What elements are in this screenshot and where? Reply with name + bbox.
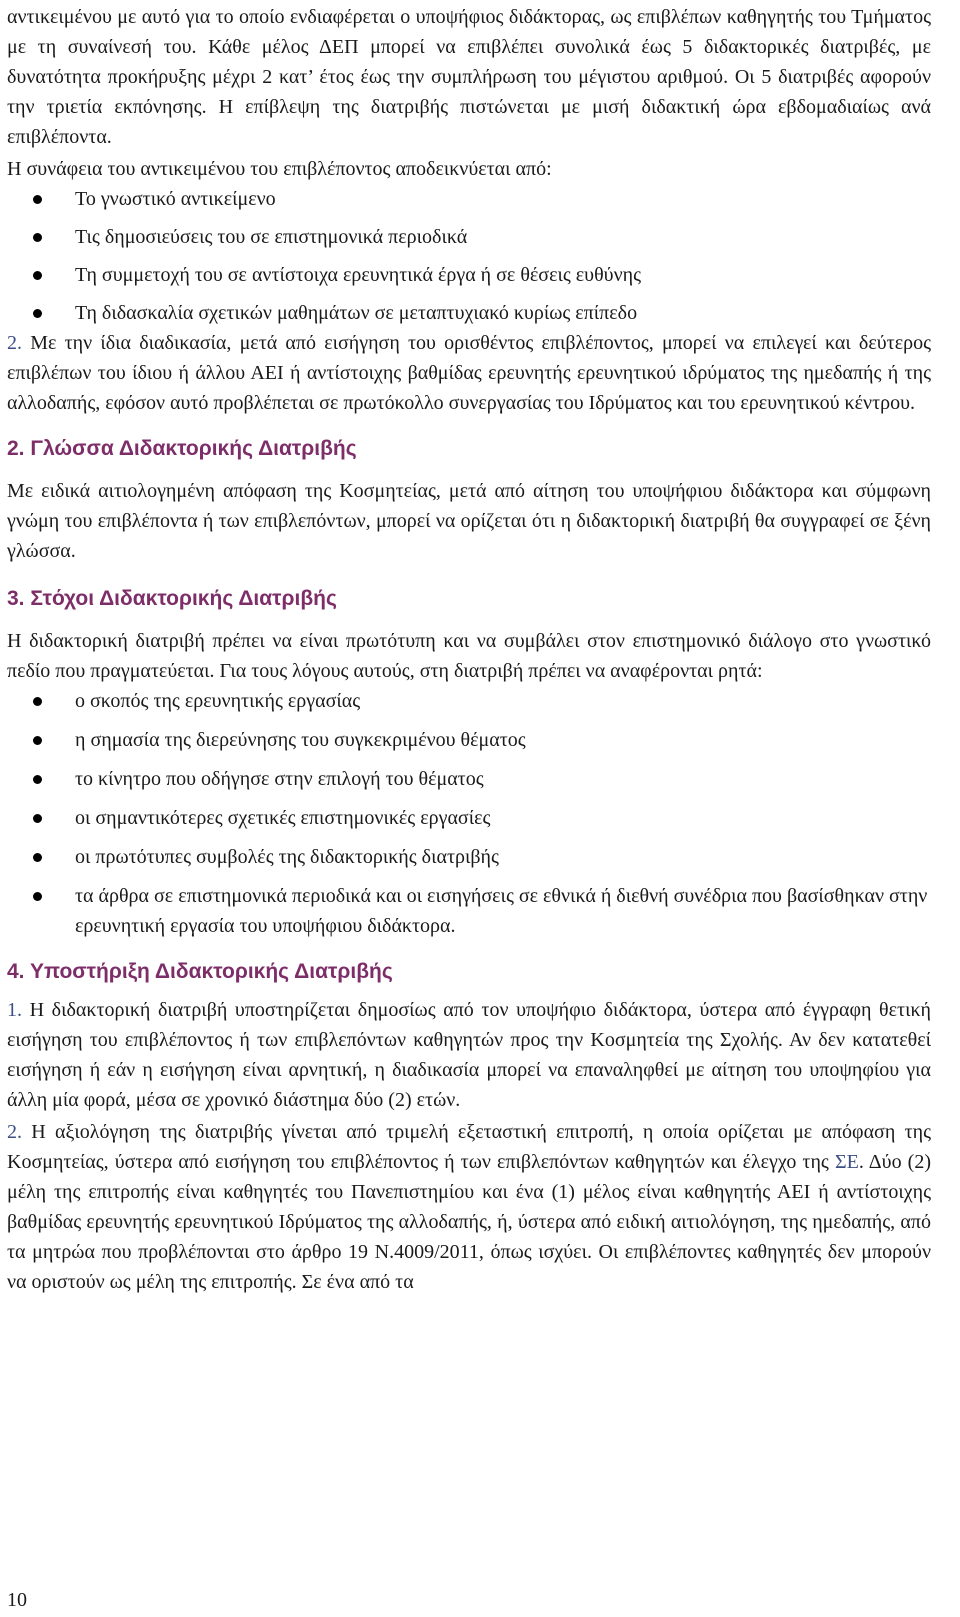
goals-paragraph: Η διδακτορική διατριβή πρέπει να είναι πρωτότυπη και να συμβάλει στον επιστημονικό διάλογο στο γνωστικό πεδίο που πραγματεύεται. Για τους λόγους αυτούς, στη διατριβή πρέπει να αναφέρονται ρητά: bbox=[7, 630, 931, 682]
language-paragraph: Με ειδικά αιτιολογημένη απόφαση της Κοσμητείας, μετά από αίτηση του υποψήφιου διδάκτορα και σύμφωνη γνώμη του επιβλέποντα ή των επιβλεπόντων, μπορεί να ορίζεται ότι η διδακτορική διατριβή θα συγγραφεί σε ξένη γλώσσα. bbox=[7, 480, 931, 562]
section-heading-language: 2. Γλώσσα Διδακτορικής Διατριβής bbox=[7, 437, 357, 460]
list-item: ο σκοπός της ερευνητικής εργασίας bbox=[7, 686, 931, 716]
bullet-icon bbox=[33, 309, 42, 318]
bullet-icon bbox=[33, 775, 42, 784]
bullet-icon bbox=[33, 853, 42, 862]
bullet-icon bbox=[33, 736, 42, 745]
relevance-intro: Η συνάφεια του αντικειμένου του επιβλέποντος αποδεικνύεται από: bbox=[7, 158, 552, 180]
list-item: Τη διδασκαλία σχετικών μαθημάτων σε μεταπτυχιακό κυρίως επίπεδο bbox=[7, 298, 931, 328]
document-page bbox=[7, 0, 931, 1297]
bullet-icon bbox=[33, 892, 42, 901]
highlight-abbreviation: ΣΕ bbox=[834, 1151, 859, 1173]
point-number: 2. bbox=[7, 1121, 22, 1143]
defense-point-1: 1. Η διδακτορική διατριβή υποστηρίζεται δημοσίως από τον υποψήφιο διδάκτορα, ύστερα από έγγραφη θετική εισήγηση του επιβλέποντος ή των επιβλεπόντων καθηγητών προς την Κοσμητεία της Σχολής. Αν δεν κατατεθεί εισήγηση ή εάν η εισήγηση είναι αρνητική, η διαδικασία μπορεί να επαναληφθεί με αίτηση του υποψηφίου για άλλη μία φορά, μέσα σε χρονικό διάστημα δύο (2) ετών. bbox=[7, 999, 931, 1111]
list-item: Τη συμμετοχή του σε αντίστοιχα ερευνητικά έργα ή σε θέσεις ευθύνης bbox=[7, 260, 931, 290]
list-item: οι πρωτότυπες συμβολές της διδακτορικής διατριβής bbox=[7, 842, 931, 872]
section-heading-goals: 3. Στόχοι Διδακτορικής Διατριβής bbox=[7, 587, 337, 610]
defense-point-2: 2. Η αξιολόγηση της διατριβής γίνεται από τριμελή εξεταστική επιτροπή, η οποία ορίζεται με απόφαση της Κοσμητείας, ύστερα από εισήγηση του επιβλέποντος ή των επιβλεπόντων καθηγητών και έλεγχο της ΣΕ. Δύο (2) μέλη της επιτροπής είναι καθηγητές του Πανεπιστημίου και ένα (1) μέλος είναι καθηγητής ΑΕΙ ή αντίστοιχης βαθμίδας ερευνητής ερευνητικού Ιδρύματος της αλλοδαπής, ή, ύστερα από ειδική αιτιολόγηση, της ημεδαπής, από τα μητρώα που προβλέπονται στο άρθρο 19 Ν.4009/2011, όπως ισχύει. Οι επιβλέποντες καθηγητές δεν μπορούν να οριστούν ως μέλη της επιτροπής. Σε ένα από τα bbox=[7, 1121, 931, 1293]
goals-list bbox=[7, 686, 931, 941]
list-item: το κίνητρο που οδήγησε στην επιλογή του θέματος bbox=[7, 764, 931, 794]
bullet-icon bbox=[33, 814, 42, 823]
section-heading-defense: 4. Υποστήριξη Διδακτορικής Διατριβής bbox=[7, 960, 393, 983]
page-number: 10 bbox=[7, 1589, 27, 1611]
supervisor-point-2: 2. Με την ίδια διαδικασία, μετά από εισήγηση του ορισθέντος επιβλέποντος, μπορεί να επιλεγεί και δεύτερος επιβλέπων του ίδιου ή άλλου ΑΕΙ ή αντίστοιχης βαθμίδας ερευνητής ερευνητικού ιδρύματος της ημεδαπής ή της αλλοδαπής, εφόσον αυτό προβλέπεται σε πρωτόκολλο συνεργασίας του Ιδρύματος και του ερευνητικού κέντρου. bbox=[7, 332, 931, 414]
point-number: 1. bbox=[7, 999, 22, 1021]
bullet-icon bbox=[33, 697, 42, 706]
list-item: οι σημαντικότερες σχετικές επιστημονικές εργασίες bbox=[7, 803, 931, 833]
list-item: Τις δημοσιεύσεις του σε επιστημονικά περιοδικά bbox=[7, 222, 931, 252]
bullet-icon bbox=[33, 233, 42, 242]
bullet-icon bbox=[33, 195, 42, 204]
relevance-list bbox=[7, 184, 931, 328]
list-item: τα άρθρα σε επιστημονικά περιοδικά και οι εισηγήσεις σε εθνικά ή διεθνή συνέδρια που βασίσθηκαν στην ερευνητική εργασία του υποψήφιου διδάκτορα. bbox=[7, 881, 931, 941]
list-item: Το γνωστικό αντικείμενο bbox=[7, 184, 931, 214]
list-item: η σημασία της διερεύνησης του συγκεκριμένου θέματος bbox=[7, 725, 931, 755]
intro-paragraph: αντικειμένου με αυτό για το οποίο ενδιαφέρεται ο υποψήφιος διδάκτορας, ως επιβλέπων καθηγητής του Τμήματος με τη συναίνεσή του. Κάθε μέλος ΔΕΠ μπορεί να επιβλέπει συνολικά έως 5 διδακτορικές διατριβές, με δυνατότητα προκήρυξης μέχρι 2 κατ’ έτος έως την συμπλήρωση του μέγιστου αριθμού. Οι 5 διατριβές αφορούν την τριετία εκπόνησης. Η επίβλεψη της διατριβής πιστώνεται με μισή διδακτική ώρα εβδομαδιαίως ανά επιβλέποντα. bbox=[7, 6, 931, 148]
point-number: 2. bbox=[7, 332, 22, 354]
bullet-icon bbox=[33, 271, 42, 280]
